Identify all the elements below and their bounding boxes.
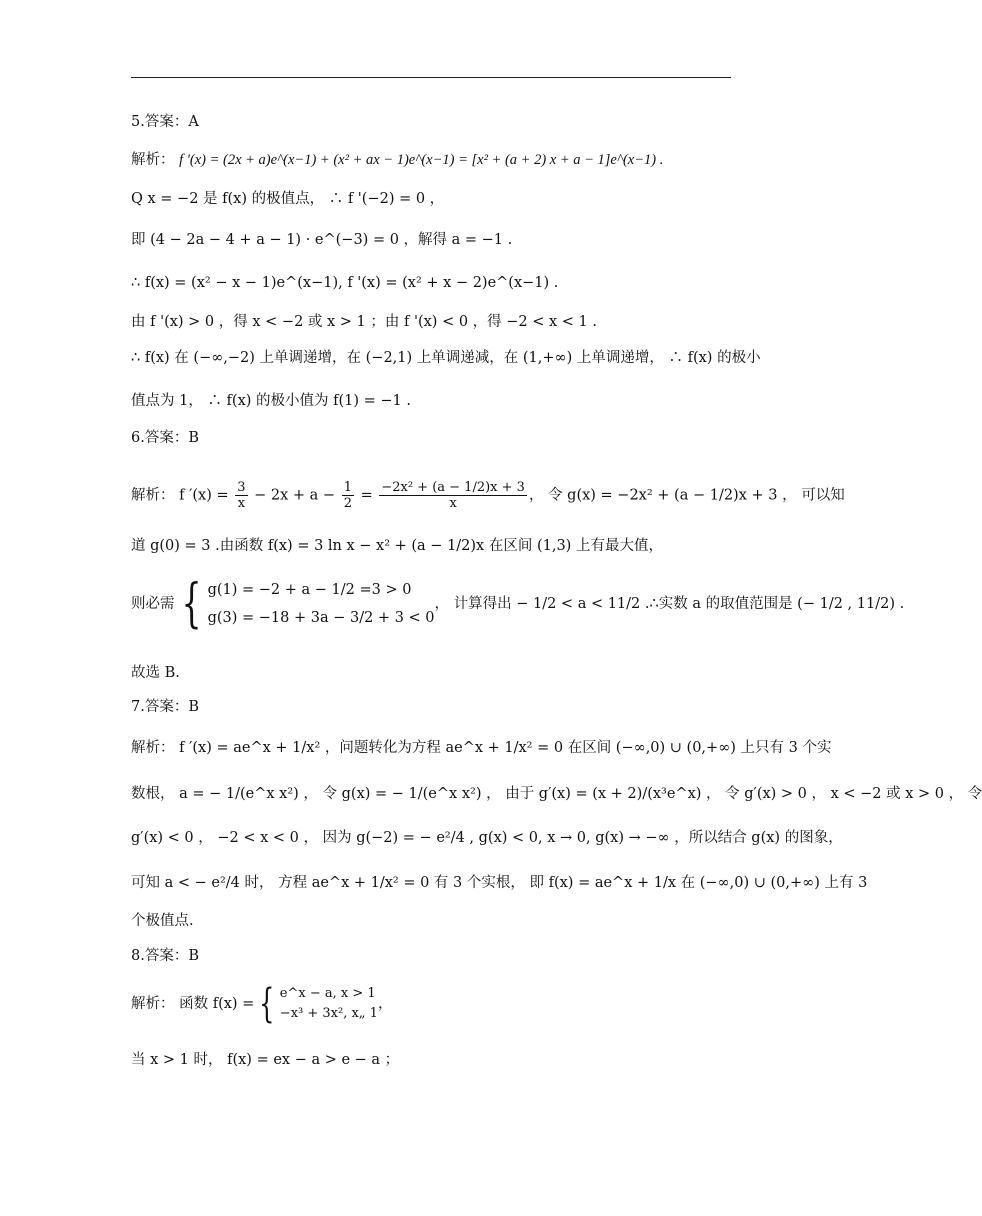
- answer-7-line-4: 可知 a < − e²/4 时， 方程 ae^x + 1/x² = 0 有 3 个实根， 即 f(x) = ae^x + 1/x 在 (−∞,0) ∪ (0,+∞) 上有 3: [131, 875, 868, 891]
- answer-6-line-4: 故选 B.: [131, 665, 180, 681]
- answer-8-line-1: 解析： 函数 f(x) ={ e^x − a, x > 1 −x³ + 3x², x„ 1 ，: [131, 981, 393, 1027]
- analysis-label: 解析：: [131, 152, 175, 168]
- answer-7-line-2: 数根， a = − 1/(e^x x²) ， 令 g(x) = − 1/(e^x x²) ， 由于 g′(x) = (x + 2)/(x³e^x) ， 令 g′(x) > 0 ， x < −2 或 x > 0 ， 令: [131, 786, 982, 802]
- answer-8-heading: 8.答案：B: [131, 948, 199, 964]
- header-rule: [131, 77, 731, 78]
- big-fraction: $\frac{\text{−2x² + (a − 1/2)x + 3}}{x}$: [381, 480, 525, 511]
- answer-5-heading: 5.答案：A: [131, 114, 199, 130]
- fraction-3-over-x: $\frac{3}{x}$: [237, 480, 246, 511]
- answer-6-heading: 6.答案：B: [131, 430, 199, 446]
- answer-8-line-2: 当 x > 1 时， f(x) = ex − a > e − a ；: [131, 1052, 400, 1068]
- answer-6-line-2: 道 g(0) = 3 .由函数 f(x) = 3 ln x − x² + (a − 1/2)x 在区间 (1,3) 上有最大值，: [131, 538, 663, 554]
- case-brace: {: [181, 574, 201, 634]
- answer-5-line-1: [131, 150, 663, 170]
- answer-7-line-3: g′(x) < 0 ， −2 < x < 0 ， 因为 g(−2) = − e²/4 , g(x) < 0, x → 0, g(x) → −∞ ，所以结合 g(x) 的图象，: [131, 830, 843, 846]
- answer-7-line-1: 解析： f ′(x) = ae^x + 1/x² ，问题转化为方程 ae^x + 1/x² = 0 在区间 (−∞,0) ∪ (0,+∞) 上只有 3 个实: [131, 740, 832, 756]
- s6-prefix: 解析： f ′(x) =: [131, 487, 234, 504]
- case-brace-8: {: [259, 981, 275, 1027]
- answer-7-line-5: 个极值点.: [131, 913, 194, 929]
- answer-5-line-5: 由 f '(x) > 0 ，得 x < −2 或 x > 1 ；由 f '(x) < 0 ，得 −2 < x < 1 .: [131, 314, 597, 330]
- answer-6-line-3: 则必需 { g(1) = −2 + a − 1/2 =3 > 0 g(3) = −18 + 3a − 3/2 + 3 < 0 ， 计算得出 − 1/2 < a < 11/2 .∴实数 a 的取值范围是 (− 1/2 , 11/2) .: [131, 574, 905, 634]
- derivative-expression: f '(x) = (2x + a)e^(x−1) + (x² + ax − 1)e^(x−1) = [x² + (a + 2) x + a − 1]e^(x−1) .: [179, 152, 664, 168]
- fraction-1-over-2: $\frac{1}{2}$: [343, 480, 352, 511]
- answer-5-line-6: ∴ f(x) 在 (−∞,−2) 上单调递增，在 (−2,1) 上单调递减，在 (1,+∞) 上单调递增， ∴ f(x) 的极小: [131, 350, 761, 366]
- piecewise-cases: e^x − a, x > 1 −x³ + 3x², x„ 1: [279, 986, 378, 1021]
- answer-5-line-7: 值点为 1， ∴ f(x) 的极小值为 f(1) = −1 .: [131, 393, 411, 409]
- answer-6-line-1: 解析： f ′(x) = $\frac{3}{x}$ − 2x + a − $\frac{1}{2}$ = $\frac{\text{−2x² + (a − 1/2)x + 3}}{x}$ ， 令 g(x) = −2x² + (a − 1/2)x + 3 ， 可以知: [131, 480, 845, 511]
- answer-7-heading: 7.答案：B: [131, 699, 199, 715]
- answer-5-line-2: Q x = −2 是 f(x) 的极值点， ∴ f '(−2) = 0 ，: [131, 191, 445, 207]
- answer-5-line-4: ∴ f(x) = (x² − x − 1)e^(x−1), f '(x) = (x² + x − 2)e^(x−1) .: [131, 275, 559, 291]
- answer-5-line-3: 即 (4 − 2a − 4 + a − 1) · e^(−3) = 0 ，解得 a = −1 .: [131, 232, 513, 248]
- case-system: g(1) = −2 + a − 1/2 =3 > 0 g(3) = −18 + 3a − 3/2 + 3 < 0: [207, 582, 435, 626]
